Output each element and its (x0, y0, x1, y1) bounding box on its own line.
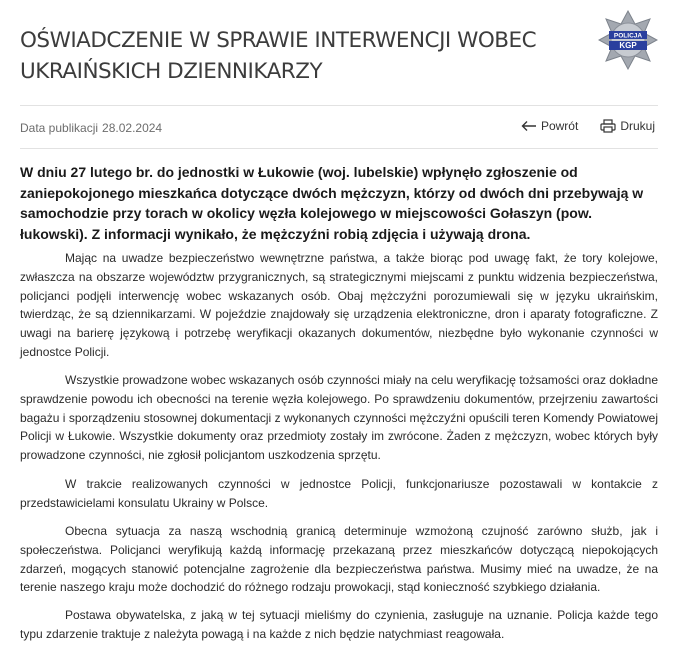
badge-bottom-text: KGP (619, 41, 637, 50)
badge-top-text: POLICJA (613, 32, 643, 40)
publication-label: Data publikacji (20, 121, 99, 135)
header-divider (20, 105, 658, 106)
arrow-left-icon (521, 120, 537, 132)
lead-paragraph: W dniu 27 lutego br. do jednostki w Łukowie (woj. lubelskie) wpłynęło zgłoszenie od zaniepokojonego mieszkańca dotyczące dwóch mężczyzn, którzy od dwóch dni przebywają w samochodzie przy torach w okolicy węzła kolejowego w miejscowości Gołaszyn (pow. łukowski). Z informacji wynikało, że mężczyźni robią zdjęcia i używają drona. (20, 164, 644, 242)
meta-divider (20, 148, 658, 149)
police-star-badge-icon (598, 10, 658, 70)
page-title: OŚWIADCZENIE W SPRAWIE INTERWENCJI WOBEC UKRAIŃSKICH DZIENNIKARZY (20, 28, 537, 84)
body-paragraph-4: Obecna sytuacja za naszą wschodnią granicą determinuje wzmożoną czujność zarówno służb, jak i społeczeństwa. Policjanci weryfikują każdą informację przekazaną przez mieszkańców dotyczącą niepokojących zdarzeń, mogących stanowić potencjalne zagrożenie dla bezpieczeństwa państwa. Musimy mieć na uwadze, że na terenie naszego kraju może dochodzić do różnego rodzaju prowokacji, stąd konieczność szybkiego działania. (20, 524, 658, 595)
body-paragraph-3: W trakcie realizowanych czynności w jednostce Policji, funkcjonariusze pozostawali w kontakcie z przedstawicielami konsulatu Ukrainy w Polsce. (20, 477, 658, 510)
publication-date (20, 121, 162, 135)
publication-date-value: 28.02.2024 (102, 121, 163, 135)
body-paragraph-5: Postawa obywatelska, z jaką w tej sytuacji mieliśmy do czynienia, zasługuje na uznanie. Policja każde tego typu zdarzenie traktuje z należyta powagą i na każde z nich będzie natychmiast reagowała. (20, 608, 658, 641)
printer-icon (600, 119, 616, 133)
back-label: Powrót (540, 119, 579, 133)
body-paragraph-2: Wszystkie prowadzone wobec wskazanych osób czynności miały na celu weryfikację tożsamości oraz dokładne sprawdzenie powodu ich obecności na terenie węzła kolejowego. Po sprawdzeniu dokumentów, przejrzeniu zawartości bagażu i sporządzeniu stosownej dokumentacji z wykonanych czynności mężczyźni opuścili teren Komendy Powiatowej Policji w Łukowie. Wszystkie dokumenty oraz przedmioty zostały im zwrócone. Żaden z mężczyzn, wobec których były prowadzone czynności, nie zgłosił policjantom uszkodzenia sprzętu. (20, 373, 658, 463)
back-button[interactable] (521, 119, 578, 133)
print-button[interactable] (600, 119, 655, 133)
print-label: Drukuj (620, 119, 655, 133)
body-paragraph-1: Mając na uwadze bezpieczeństwo wewnętrzne państwa, a także biorąc pod uwagę fakt, że tory kolejowe, zwłaszcza na obszarze województw przygranicznych, są strategicznymi miejscami z punktu widzenia bezpieczeństwa, policjanci podjęli interwencję wobec wskazanych osób. Obaj mężczyźni porozumiewali się w języku ukraińskim, twierdząc, że są dziennikarzami. W pojeździe znajdowały się urządzenia elektroniczne, dron i aparaty fotograficzne. Z uwagi na barierę językową i potrzebę weryfikacji okazanych dokumentów, niezbędne było wykonanie czynności w jednostce Policji. (20, 251, 658, 359)
